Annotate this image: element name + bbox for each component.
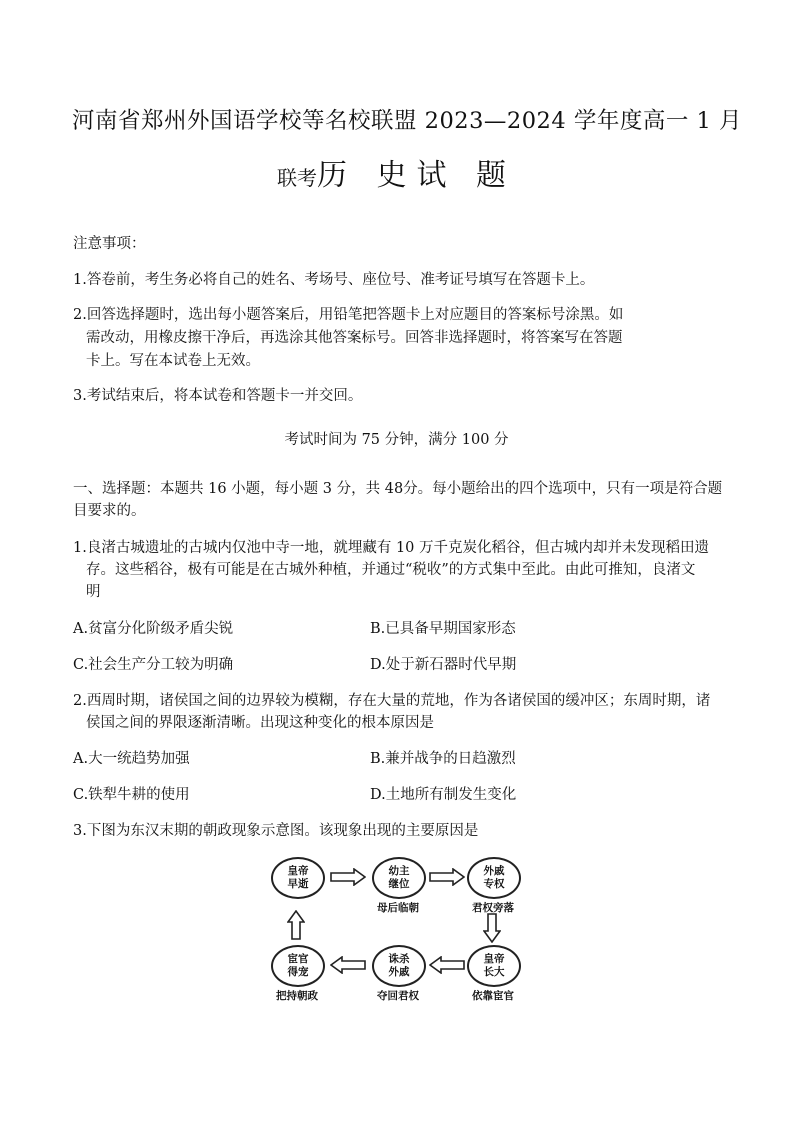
section1-line1: 一、选择题：本题共 16 小题，每小题 3 分，共 48分。每小题给出的四个选项中，只有一项是符合题 — [73, 481, 723, 497]
q1-option-b: B.已具备早期国家形态 — [370, 621, 516, 637]
q2-option-c: C.铁犁牛耕的使用 — [73, 787, 190, 803]
q1-option-c: C.社会生产分工较为明确 — [73, 657, 234, 673]
q2-stem-line2: 侯国之间的界限逐渐清晰。出现这种变化的根本原因是 — [86, 715, 434, 731]
exam-title-line1: 河南省郑州外国语学校等名校联盟 2023—2024 学年度高一 1 月 — [72, 108, 742, 134]
node-young-ruler: 幼主 继位 — [372, 857, 426, 899]
q1-stem-line2: 存。这些稻谷，极有可能是在古城外种植，并通过“税收”的方式集中至此。由此可推知，良渚文 — [86, 562, 696, 578]
caption-empress-regency: 母后临朝 — [377, 902, 419, 914]
exam-title-line2 — [0, 150, 793, 194]
caption-rely-eunuchs: 依靠宦官 — [472, 990, 514, 1002]
notes-heading: 注意事项： — [73, 236, 146, 252]
q2-stem-line1: 2.西周时期，诸侯国之间的边界较为模糊，存在大量的荒地，作为各诸侯国的缓冲区；东周时期，诸 — [73, 693, 711, 709]
note-2-line3: 卡上。写在本试卷上无效。 — [86, 353, 260, 369]
arrow-left-1 — [429, 956, 465, 974]
q1-option-d: D.处于新石器时代早期 — [370, 657, 517, 673]
q1-stem-line1: 1.良渚古城遗址的古城内仅池中寺一地，就埋藏有 10 万千克炭化稻谷，但古城内却并未发现稻田遗 — [73, 540, 709, 556]
arrow-up — [287, 910, 305, 940]
exam-title-prefix: 联考 — [276, 166, 317, 190]
exam-time: 考试时间为 75 分钟，满分 100 分 — [284, 432, 509, 448]
note-2-line1: 2.回答选择题时，选出每小题答案后，用铅笔把答题卡上对应题目的答案标号涂黑。如 — [73, 307, 624, 323]
arrow-right-1 — [330, 868, 366, 886]
caption-imperial-power-lost: 君权旁落 — [472, 902, 514, 914]
node-emperor-grown: 皇帝 长大 — [467, 945, 521, 987]
arrow-left-2 — [330, 956, 366, 974]
caption-control-court: 把持朝政 — [276, 990, 318, 1002]
arrow-down — [483, 913, 501, 943]
note-1: 1.答卷前，考生务必将自己的姓名、考场号、座位号、准考证号填写在答题卡上。 — [73, 272, 595, 288]
node-eunuch-favored: 宦官 得宠 — [271, 945, 325, 987]
caption-regain-power: 夺回君权 — [377, 990, 419, 1002]
node-emperor-early-death: 皇帝 早逝 — [271, 857, 325, 899]
node-consort-power: 外戚 专权 — [467, 857, 521, 899]
exam-subject: 历 史试 题 — [316, 158, 517, 193]
q3-stem: 3.下图为东汉末期的朝政现象示意图。该现象出现的主要原因是 — [73, 823, 479, 839]
q1-stem-line3: 明 — [86, 584, 101, 600]
arrow-right-2 — [429, 868, 465, 886]
section1-line2: 目要求的。 — [73, 503, 146, 519]
q1-option-a: A.贫富分化阶级矛盾尖锐 — [73, 621, 234, 637]
note-2-line2: 需改动，用橡皮擦干净后，再选涂其他答案标号。回答非选择题时，将答案写在答题 — [86, 330, 623, 346]
q2-option-b: B.兼并战争的日趋激烈 — [370, 751, 516, 767]
node-kill-consorts: 诛杀 外戚 — [372, 945, 426, 987]
q2-option-d: D.土地所有制发生变化 — [370, 787, 517, 803]
q2-option-a: A.大一统趋势加强 — [73, 751, 190, 767]
note-3: 3.考试结束后，将本试卷和答题卡一并交回。 — [73, 388, 363, 404]
